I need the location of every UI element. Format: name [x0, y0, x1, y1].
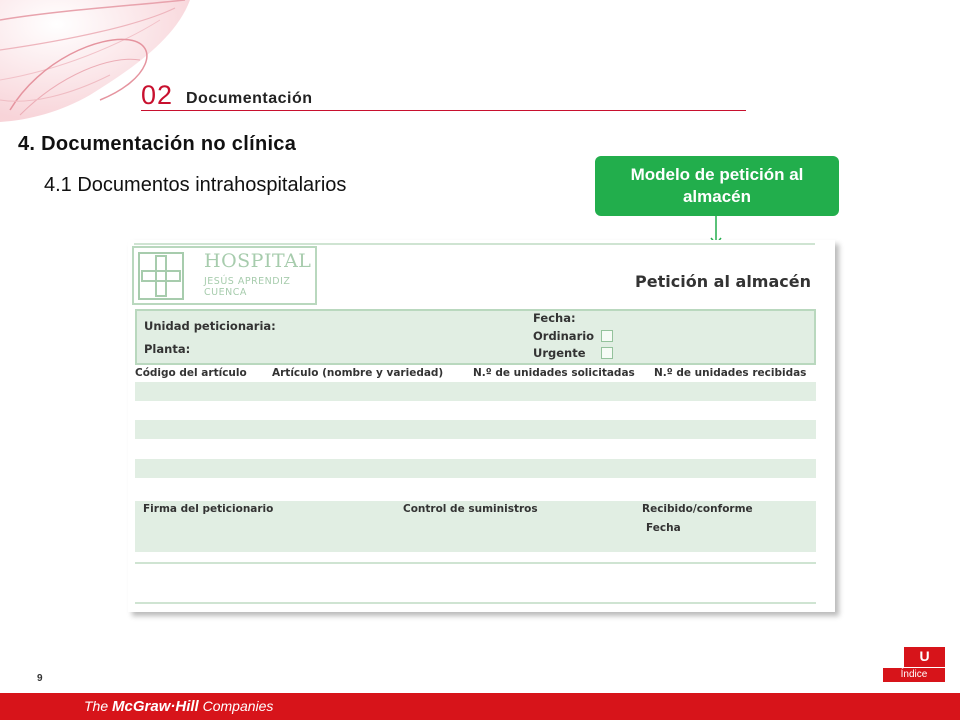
- warehouse-request-form: [128, 240, 835, 612]
- index-icon: U: [904, 647, 945, 667]
- subsection-heading: 4.1 Documentos intrahospitalarios: [44, 174, 347, 196]
- brand-suffix: Companies: [198, 698, 274, 714]
- table-row: [135, 420, 816, 439]
- form-title: Petición al almacén: [635, 272, 811, 291]
- callout-box: [595, 156, 839, 216]
- column-header-received: N.º de unidades recibidas: [654, 367, 807, 379]
- form-rule: [135, 562, 816, 564]
- date-label: Fecha:: [533, 311, 576, 325]
- form-header-box: [135, 309, 816, 365]
- ordinary-label: Ordinario: [533, 329, 595, 343]
- column-header-article: Artículo (nombre y variedad): [272, 367, 444, 379]
- received-date-label: Fecha: [646, 522, 681, 534]
- column-header-code: Código del artículo: [135, 367, 247, 379]
- table-row: [135, 459, 816, 478]
- table-row: [135, 382, 816, 401]
- publisher-logo: [84, 698, 273, 715]
- form-top-rule: [134, 243, 815, 245]
- index-button[interactable]: [883, 647, 945, 683]
- chapter-title: Documentación: [186, 90, 313, 107]
- logo-subtitle: [204, 276, 290, 298]
- callout-text: Modelo de petición al almacén: [630, 165, 804, 206]
- index-label: Índice: [883, 668, 945, 682]
- cross-icon: [138, 252, 184, 300]
- unit-label: Unidad peticionaria:: [144, 319, 276, 333]
- signature-box: [135, 501, 816, 552]
- page-number: 9: [37, 673, 43, 684]
- floor-label: Planta:: [144, 342, 191, 356]
- logo-line-1: JESÚS APRENDIZ: [204, 276, 291, 287]
- urgent-checkbox[interactable]: [601, 347, 613, 359]
- logo-line-2: CUENCA: [204, 287, 247, 298]
- section-heading: 4. Documentación no clínica: [18, 133, 297, 155]
- brand-name: McGraw·Hill: [112, 698, 199, 715]
- footer-bar: [0, 693, 960, 720]
- column-header-requested: N.º de unidades solicitadas: [473, 367, 635, 379]
- chapter-number: 02: [141, 80, 174, 110]
- urgent-label: Urgente: [533, 346, 586, 360]
- brand-prefix: The: [84, 698, 113, 714]
- received-label: Recibido/conforme: [642, 503, 753, 515]
- chapter-divider: [141, 110, 746, 111]
- logo-name: HOSPITAL: [204, 250, 312, 272]
- hospital-logo: [132, 246, 317, 305]
- form-rule: [135, 602, 816, 604]
- signature-label: Firma del peticionario: [143, 503, 274, 515]
- ordinary-checkbox[interactable]: [601, 330, 613, 342]
- supply-control-label: Control de suministros: [403, 503, 538, 515]
